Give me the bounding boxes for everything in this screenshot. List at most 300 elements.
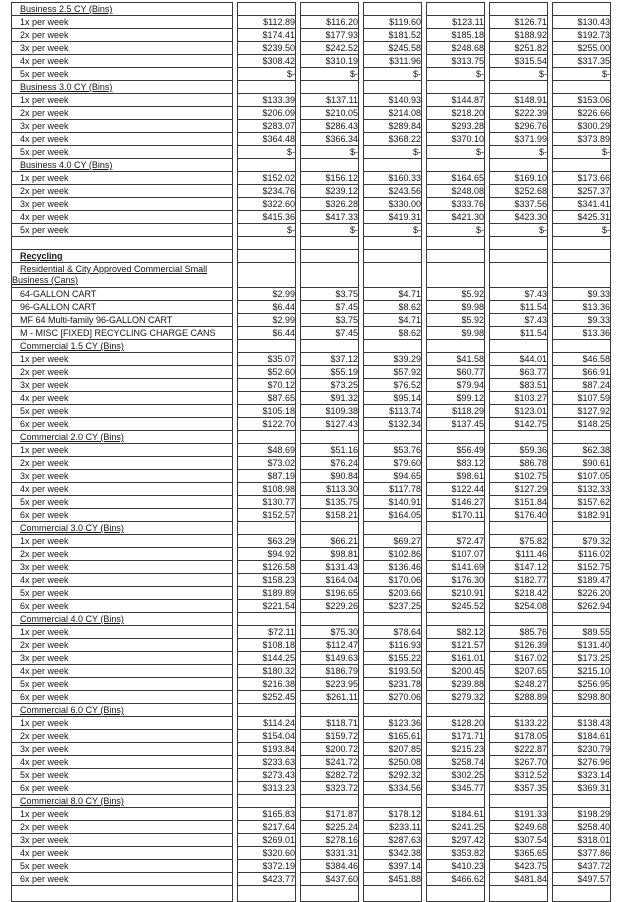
- section-header-text: Commercial 4.0 CY (Bins): [20, 614, 124, 624]
- rate-cell: $89.55: [552, 626, 611, 639]
- rate-cell: $66.21: [300, 535, 359, 548]
- row-label: MF 64 Multi-family 96-GALLON CART: [11, 314, 233, 327]
- rate-cell: [237, 431, 296, 444]
- rate-row: [11, 133, 611, 146]
- rate-row: [11, 470, 611, 483]
- rate-cell: $178.12: [363, 808, 422, 821]
- rate-cell: $171.71: [426, 730, 485, 743]
- rate-cell: $135.75: [300, 496, 359, 509]
- row-label: 6x per week: [11, 509, 233, 522]
- row-label: 3x per week: [11, 198, 233, 211]
- row-label: 1x per week: [11, 444, 233, 457]
- rate-cell: $298.80: [552, 691, 611, 704]
- rate-cell: [426, 704, 485, 717]
- rate-cell: $51.16: [300, 444, 359, 457]
- rate-cell: [426, 263, 485, 288]
- rate-cell: $6.44: [237, 301, 296, 314]
- rate-cell: $-: [363, 224, 422, 237]
- rate-cell: $63.29: [237, 535, 296, 548]
- rate-cell: $216.38: [237, 678, 296, 691]
- row-label: 1x per week: [11, 172, 233, 185]
- rate-cell: $90.84: [300, 470, 359, 483]
- rate-cell: $-: [489, 146, 548, 159]
- rate-cell: $118.71: [300, 717, 359, 730]
- rate-cell: $230.79: [552, 743, 611, 756]
- rate-cell: [237, 886, 296, 902]
- rate-cell: $188.92: [489, 29, 548, 42]
- row-label: 3x per week: [11, 42, 233, 55]
- rate-cell: $410.23: [426, 860, 485, 873]
- row-label: 4x per week: [11, 665, 233, 678]
- rate-cell: $131.40: [552, 639, 611, 652]
- rate-cell: $57.92: [363, 366, 422, 379]
- rate-cell: [552, 263, 611, 288]
- rate-row: [11, 68, 611, 81]
- rate-cell: $3.75: [300, 314, 359, 327]
- row-label: 5x per week: [11, 68, 233, 81]
- rate-cell: $373.89: [552, 133, 611, 146]
- rate-cell: $222.39: [489, 107, 548, 120]
- rate-cell: $126.58: [237, 561, 296, 574]
- rate-cell: $113.74: [363, 405, 422, 418]
- rate-cell: [489, 431, 548, 444]
- rate-cell: $11.54: [489, 327, 548, 340]
- row-label: 2x per week: [11, 730, 233, 743]
- rate-cell: $108.98: [237, 483, 296, 496]
- rate-cell: $55.19: [300, 366, 359, 379]
- rate-cell: $184.61: [426, 808, 485, 821]
- rate-row: [11, 535, 611, 548]
- rate-cell: $342.38: [363, 847, 422, 860]
- rate-cell: $35.07: [237, 353, 296, 366]
- rate-cell: [489, 159, 548, 172]
- rate-cell: $196.65: [300, 587, 359, 600]
- rate-cell: $248.27: [489, 678, 548, 691]
- rate-cell: $176.30: [426, 574, 485, 587]
- rate-cell: $109.38: [300, 405, 359, 418]
- row-label: 5x per week: [11, 224, 233, 237]
- rate-cell: $148.25: [552, 418, 611, 431]
- rate-row: [11, 860, 611, 873]
- rate-cell: [552, 2, 611, 16]
- rate-row: [11, 756, 611, 769]
- rate-cell: [489, 613, 548, 626]
- rate-cell: $158.23: [237, 574, 296, 587]
- rate-cell: $233.11: [363, 821, 422, 834]
- rate-cell: $248.68: [426, 42, 485, 55]
- section-header-row: [11, 431, 611, 444]
- rate-cell: [489, 886, 548, 902]
- rate-cell: $123.11: [426, 16, 485, 29]
- rate-cell: $-: [552, 224, 611, 237]
- row-label: M - MISC [FIXED] RECYCLING CHARGE CANS: [11, 327, 233, 340]
- rate-cell: $249.68: [489, 821, 548, 834]
- rate-cell: $122.70: [237, 418, 296, 431]
- rate-cell: $37.12: [300, 353, 359, 366]
- rate-cell: $85.76: [489, 626, 548, 639]
- rate-cell: $95.14: [363, 392, 422, 405]
- rate-cell: $333.76: [426, 198, 485, 211]
- rate-row: [11, 509, 611, 522]
- rate-cell: $337.56: [489, 198, 548, 211]
- rate-cell: $169.10: [489, 172, 548, 185]
- rate-cell: [237, 340, 296, 353]
- spacer-row: [11, 237, 611, 250]
- rate-cell: $11.54: [489, 301, 548, 314]
- rate-cell: $78.64: [363, 626, 422, 639]
- rate-cell: $118.29: [426, 405, 485, 418]
- rate-cell: $62.38: [552, 444, 611, 457]
- rate-cell: $164.05: [363, 509, 422, 522]
- rate-cell: $113.30: [300, 483, 359, 496]
- rate-cell: $377.86: [552, 847, 611, 860]
- row-label: 3x per week: [11, 120, 233, 133]
- row-label: 2x per week: [11, 366, 233, 379]
- row-label: 3x per week: [11, 470, 233, 483]
- rate-row: [11, 561, 611, 574]
- rate-cell: $152.02: [237, 172, 296, 185]
- rate-cell: $165.83: [237, 808, 296, 821]
- rate-cell: $237.25: [363, 600, 422, 613]
- rate-cell: [552, 522, 611, 535]
- rate-cell: $286.43: [300, 120, 359, 133]
- rate-cell: $-: [363, 68, 422, 81]
- rate-cell: [489, 81, 548, 94]
- rate-cell: $2.99: [237, 314, 296, 327]
- rate-cell: $371.99: [489, 133, 548, 146]
- rate-cell: [489, 250, 548, 263]
- rate-row: [11, 873, 611, 886]
- row-label: 1x per week: [11, 535, 233, 548]
- rate-cell: $255.00: [552, 42, 611, 55]
- rate-cell: $127.29: [489, 483, 548, 496]
- rate-cell: $9.98: [426, 327, 485, 340]
- rate-cell: $261.11: [300, 691, 359, 704]
- rate-cell: $370.10: [426, 133, 485, 146]
- rate-cell: $384.46: [300, 860, 359, 873]
- rate-cell: [237, 613, 296, 626]
- rate-cell: [363, 340, 422, 353]
- section-label: [11, 795, 233, 808]
- section-label: [11, 340, 233, 353]
- row-label: 6x per week: [11, 418, 233, 431]
- rate-cell: $138.43: [552, 717, 611, 730]
- rate-row: [11, 574, 611, 587]
- rate-cell: [300, 522, 359, 535]
- rate-cell: $94.65: [363, 470, 422, 483]
- rate-row: [11, 665, 611, 678]
- rate-cell: $8.62: [363, 327, 422, 340]
- rate-cell: $-: [552, 146, 611, 159]
- rate-cell: $107.07: [426, 548, 485, 561]
- rate-cell: [552, 431, 611, 444]
- rate-cell: $123.01: [489, 405, 548, 418]
- rate-cell: [426, 81, 485, 94]
- rate-cell: [426, 613, 485, 626]
- rate-cell: [489, 237, 548, 250]
- rate-cell: [237, 250, 296, 263]
- rate-cell: $269.01: [237, 834, 296, 847]
- rate-cell: $156.12: [300, 172, 359, 185]
- rate-cell: $203.66: [363, 587, 422, 600]
- rate-cell: [489, 704, 548, 717]
- row-label: 6x per week: [11, 691, 233, 704]
- rate-row: [11, 379, 611, 392]
- rate-cell: [237, 704, 296, 717]
- section-header-row: [11, 704, 611, 717]
- rate-cell: $217.64: [237, 821, 296, 834]
- rate-row: [11, 821, 611, 834]
- rate-cell: [426, 237, 485, 250]
- rate-cell: $137.11: [300, 94, 359, 107]
- rate-cell: $158.21: [300, 509, 359, 522]
- rate-cell: $-: [363, 146, 422, 159]
- rate-cell: [300, 340, 359, 353]
- section-header-row: [11, 340, 611, 353]
- rate-cell: $107.59: [552, 392, 611, 405]
- rate-cell: $174.41: [237, 29, 296, 42]
- rate-cell: $310.19: [300, 55, 359, 68]
- rate-cell: $116.20: [300, 16, 359, 29]
- rate-cell: $63.77: [489, 366, 548, 379]
- rate-cell: $248.08: [426, 185, 485, 198]
- rate-cell: [489, 795, 548, 808]
- rate-cell: $234.76: [237, 185, 296, 198]
- section-header-text: Business 3.0 CY (Bins): [20, 82, 113, 92]
- rate-cell: $160.33: [363, 172, 422, 185]
- rate-cell: $48.69: [237, 444, 296, 457]
- rate-cell: $107.05: [552, 470, 611, 483]
- rate-cell: $148.91: [489, 94, 548, 107]
- row-label: 6x per week: [11, 782, 233, 795]
- rate-cell: $252.68: [489, 185, 548, 198]
- rate-cell: $72.11: [237, 626, 296, 639]
- rate-cell: $140.91: [363, 496, 422, 509]
- row-label: 2x per week: [11, 639, 233, 652]
- rate-row: [11, 198, 611, 211]
- rate-cell: $87.19: [237, 470, 296, 483]
- rate-cell: $180.32: [237, 665, 296, 678]
- rate-cell: $7.45: [300, 301, 359, 314]
- rate-cell: [300, 250, 359, 263]
- rate-cell: $121.57: [426, 639, 485, 652]
- section-label: [11, 704, 233, 717]
- rate-cell: $296.76: [489, 120, 548, 133]
- row-label: 5x per week: [11, 146, 233, 159]
- rate-cell: $130.77: [237, 496, 296, 509]
- rate-cell: $170.06: [363, 574, 422, 587]
- rate-row: [11, 120, 611, 133]
- rate-row: [11, 353, 611, 366]
- rate-cell: $87.24: [552, 379, 611, 392]
- row-label: 4x per week: [11, 55, 233, 68]
- rate-cell: $-: [552, 68, 611, 81]
- rate-cell: $302.25: [426, 769, 485, 782]
- rate-cell: $466.62: [426, 873, 485, 886]
- rate-row: [11, 107, 611, 120]
- rate-cell: [552, 250, 611, 263]
- rate-cell: $112.47: [300, 639, 359, 652]
- rate-cell: $144.87: [426, 94, 485, 107]
- rate-cell: $497.57: [552, 873, 611, 886]
- row-label: 2x per week: [11, 821, 233, 834]
- rate-cell: [363, 431, 422, 444]
- section-header-row: [11, 263, 611, 288]
- rate-cell: $423.75: [489, 860, 548, 873]
- rate-cell: $7.45: [300, 327, 359, 340]
- rate-cell: $-: [300, 68, 359, 81]
- rate-cell: $130.43: [552, 16, 611, 29]
- rate-cell: $231.78: [363, 678, 422, 691]
- rate-cell: $105.18: [237, 405, 296, 418]
- rate-cell: $9.98: [426, 301, 485, 314]
- section-header-text: Business 4.0 CY (Bins): [20, 160, 113, 170]
- row-label: 2x per week: [11, 548, 233, 561]
- rate-cell: $91.32: [300, 392, 359, 405]
- rate-cell: $-: [300, 224, 359, 237]
- rate-cell: $218.20: [426, 107, 485, 120]
- rate-cell: $258.74: [426, 756, 485, 769]
- rate-cell: $215.10: [552, 665, 611, 678]
- rate-cell: $102.86: [363, 548, 422, 561]
- rate-cell: $317.35: [552, 55, 611, 68]
- rate-cell: [426, 431, 485, 444]
- rate-cell: $307.54: [489, 834, 548, 847]
- row-label: 4x per week: [11, 847, 233, 860]
- rate-cell: $-: [426, 224, 485, 237]
- rate-cell: $417.33: [300, 211, 359, 224]
- rate-cell: $331.31: [300, 847, 359, 860]
- section-header-text: Residential & City Approved Commercial Small Business (Cans): [12, 264, 208, 285]
- rate-cell: $293.28: [426, 120, 485, 133]
- rate-cell: $341.41: [552, 198, 611, 211]
- rate-cell: $222.87: [489, 743, 548, 756]
- rate-cell: $7.43: [489, 314, 548, 327]
- rate-cell: [300, 886, 359, 902]
- rate-cell: $79.32: [552, 535, 611, 548]
- rate-cell: $200.45: [426, 665, 485, 678]
- rate-row: [11, 743, 611, 756]
- section-label: [11, 250, 233, 263]
- rate-cell: [426, 159, 485, 172]
- rate-row: [11, 146, 611, 159]
- row-label: 1x per week: [11, 353, 233, 366]
- rate-cell: $326.28: [300, 198, 359, 211]
- rate-cell: $189.89: [237, 587, 296, 600]
- rate-cell: $132.33: [552, 483, 611, 496]
- rate-cell: $357.35: [489, 782, 548, 795]
- section-header-row: [11, 81, 611, 94]
- row-label: 2x per week: [11, 107, 233, 120]
- rate-cell: $171.87: [300, 808, 359, 821]
- rate-cell: [552, 159, 611, 172]
- rate-cell: $167.02: [489, 652, 548, 665]
- rate-cell: $165.61: [363, 730, 422, 743]
- rate-cell: [363, 159, 422, 172]
- row-label: 4x per week: [11, 211, 233, 224]
- rate-cell: $345.77: [426, 782, 485, 795]
- rate-cell: $127.92: [552, 405, 611, 418]
- rate-cell: [426, 340, 485, 353]
- rate-cell: $60.77: [426, 366, 485, 379]
- rate-cell: [363, 522, 422, 535]
- rate-cell: $137.45: [426, 418, 485, 431]
- rate-cell: [237, 159, 296, 172]
- section-label: [11, 886, 233, 902]
- rate-row: [11, 691, 611, 704]
- row-label: 4x per week: [11, 483, 233, 496]
- rate-cell: [363, 250, 422, 263]
- rate-cell: $233.63: [237, 756, 296, 769]
- rate-cell: $8.62: [363, 301, 422, 314]
- section-header-text: Commercial 8.0 CY (Bins): [20, 796, 124, 806]
- rate-cell: $368.22: [363, 133, 422, 146]
- rate-cell: [426, 886, 485, 902]
- rate-cell: [300, 159, 359, 172]
- rate-cell: [489, 2, 548, 16]
- rate-cell: $415.36: [237, 211, 296, 224]
- section-header-text: Business 2.5 CY (Bins): [20, 4, 113, 14]
- rate-cell: [363, 81, 422, 94]
- rate-cell: $157.62: [552, 496, 611, 509]
- row-label: 1x per week: [11, 94, 233, 107]
- section-header-text: Commercial 2.0 CY (Bins): [20, 432, 124, 442]
- rate-cell: [363, 886, 422, 902]
- row-label: 4x per week: [11, 392, 233, 405]
- rate-cell: $79.94: [426, 379, 485, 392]
- rate-cell: $243.56: [363, 185, 422, 198]
- rate-cell: $173.66: [552, 172, 611, 185]
- rate-cell: [426, 250, 485, 263]
- rate-cell: $79.60: [363, 457, 422, 470]
- row-label: 5x per week: [11, 496, 233, 509]
- rate-cell: $154.04: [237, 730, 296, 743]
- rate-cell: $152.75: [552, 561, 611, 574]
- row-label: 4x per week: [11, 756, 233, 769]
- rate-cell: $94.92: [237, 548, 296, 561]
- rate-cell: [552, 613, 611, 626]
- rate-cell: $221.54: [237, 600, 296, 613]
- rate-row: [11, 224, 611, 237]
- section-header-row: [11, 159, 611, 172]
- rate-cell: $114.24: [237, 717, 296, 730]
- rate-cell: $177.93: [300, 29, 359, 42]
- row-label: 4x per week: [11, 574, 233, 587]
- rate-cell: $4.71: [363, 314, 422, 327]
- rate-row: [11, 55, 611, 68]
- rate-cell: $-: [237, 224, 296, 237]
- rate-cell: $161.01: [426, 652, 485, 665]
- rate-cell: $5.92: [426, 288, 485, 301]
- rate-cell: $2.99: [237, 288, 296, 301]
- rate-cell: $151.84: [489, 496, 548, 509]
- rate-row: [11, 405, 611, 418]
- rate-cell: $69.27: [363, 535, 422, 548]
- rate-cell: $193.84: [237, 743, 296, 756]
- rate-cell: $273.43: [237, 769, 296, 782]
- rate-cell: $-: [300, 146, 359, 159]
- row-label: 4x per week: [11, 133, 233, 146]
- section-header-text: Recycling: [20, 251, 63, 261]
- rate-row: [11, 496, 611, 509]
- rate-cell: $311.96: [363, 55, 422, 68]
- rate-cell: $318.01: [552, 834, 611, 847]
- rate-cell: $423.77: [237, 873, 296, 886]
- rate-cell: $59.36: [489, 444, 548, 457]
- row-label: 3x per week: [11, 743, 233, 756]
- rate-cell: $292.32: [363, 769, 422, 782]
- rate-cell: $297.42: [426, 834, 485, 847]
